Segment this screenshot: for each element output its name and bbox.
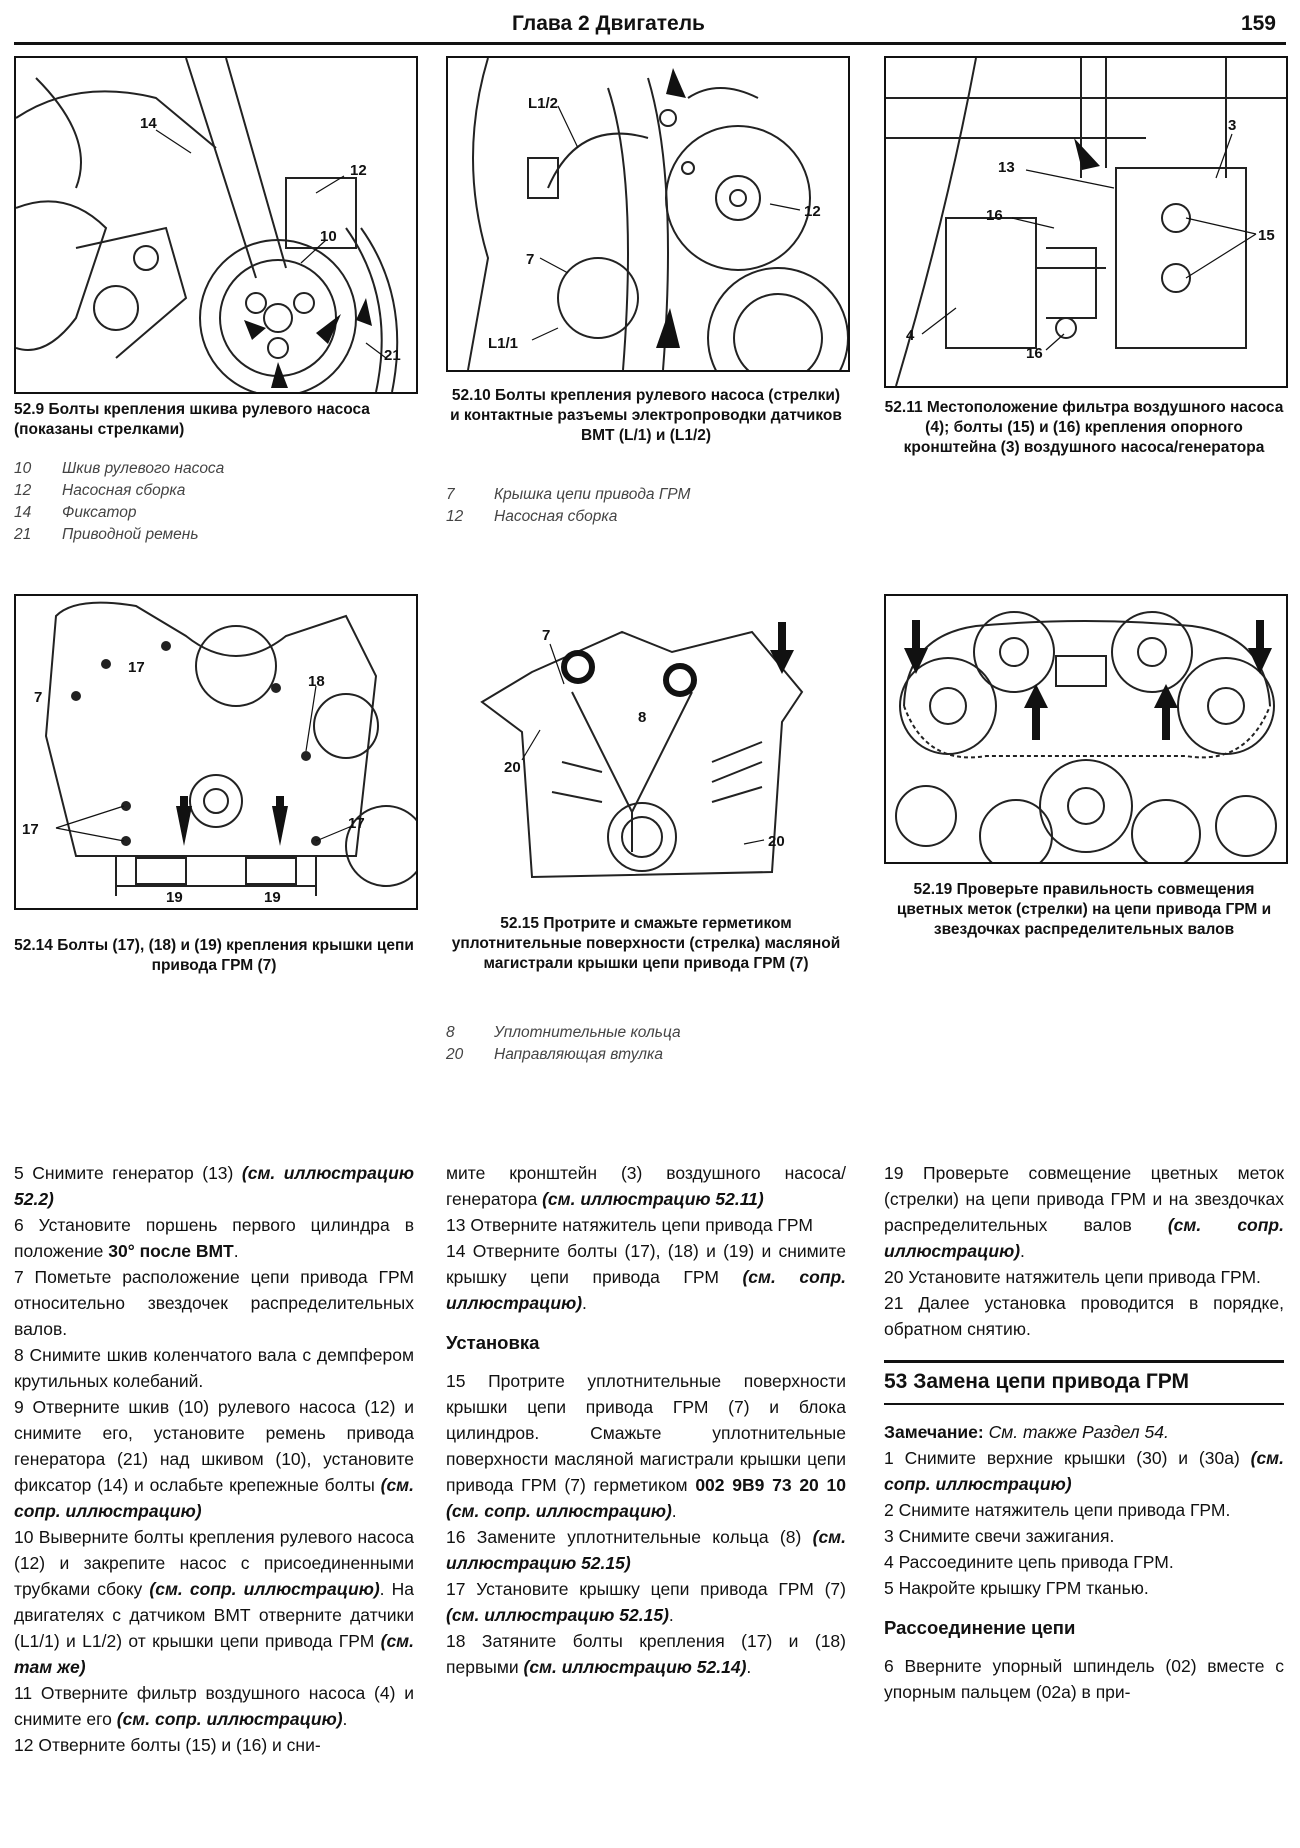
paragraph: 12 Отверните болты (15) и (16) и сни- (14, 1735, 321, 1755)
callout-8: 8 (638, 709, 647, 726)
paragraph: мите кронштейн (3) воздушного насоса/генератора (см. иллюстрацию 52.11) (446, 1163, 846, 1209)
paragraph: 14 Отверните болты (17), (18) и (19) и снимите крышку цепи привода ГРМ (см. сопр. иллюстрацию). (446, 1241, 846, 1313)
legend-row: 10 Шкив рулевого насоса (14, 460, 225, 477)
callout-7: 7 (526, 251, 535, 268)
callout-3: 3 (1228, 117, 1237, 134)
paragraph: 5 Накройте крышку ГРМ тканью. (884, 1578, 1149, 1598)
figure-52-10 (446, 56, 850, 372)
callout-14: 14 (140, 115, 157, 132)
figure-52-10-drawing (448, 58, 848, 370)
subheading-installation: Установка (446, 1332, 540, 1353)
callout-12: 12 (804, 203, 821, 220)
paragraph: 16 Замените уплотнительные кольца (8) (см. иллюстрацию 52.15) (446, 1527, 846, 1573)
text-column-3 (884, 1160, 1284, 1705)
text-column-1 (14, 1160, 414, 1758)
note: Замечание: См. также Раздел 54. (884, 1422, 1169, 1442)
legend-row: 12 Насосная сборка (14, 482, 186, 499)
paragraph: 6 Установите поршень первого цилиндра в положение 30° после ВМТ. (14, 1215, 414, 1261)
legend-row: 14 Фиксатор (14, 504, 137, 521)
callout-20-right: 20 (768, 833, 785, 850)
callout-19-right: 19 (264, 889, 281, 906)
figure-52-11-drawing (886, 58, 1286, 386)
callout-16-top: 16 (986, 207, 1003, 224)
legend-row: 7 Крышка цепи привода ГРМ (446, 486, 691, 503)
callout-17-left: 17 (22, 821, 39, 838)
figure-52-14 (14, 594, 418, 910)
page-number: 159 (1240, 12, 1276, 35)
callout-4: 4 (906, 327, 915, 344)
figure-52-15-drawing (452, 612, 832, 900)
callout-7: 7 (542, 627, 551, 644)
figure-52-15 (452, 612, 832, 900)
callout-18: 18 (308, 673, 325, 690)
caption-52-10: 52.10 Болты крепления рулевого насоса (стрелки) и контактные разъемы электропроводки датчиков ВМТ (L/1) и (L1/2) (450, 387, 842, 444)
paragraph: 13 Отверните натяжитель цепи привода ГРМ (446, 1215, 813, 1235)
legend-row: 20 Направляющая втулка (446, 1046, 663, 1063)
subheading-chain-disconnect: Рассоединение цепи (884, 1617, 1076, 1638)
chapter-title: Глава 2 Двигатель (512, 12, 705, 35)
figure-52-19-drawing (886, 596, 1286, 862)
paragraph: 15 Протрите уплотнительные поверхности крышки цепи привода ГРМ (7) и блока цилиндров. Смажьте уплотнительные поверхности масляной магистрали крышки цепи привода ГРМ (7) герметиком 002 9В9 73 20 10 (см. сопр. иллюстрацию). (446, 1371, 846, 1521)
legend-52-9 (14, 458, 414, 546)
callout-7: 7 (34, 689, 43, 706)
figure-52-19 (884, 594, 1288, 864)
paragraph: 17 Установите крышку цепи привода ГРМ (7) (см. иллюстрацию 52.15). (446, 1579, 846, 1625)
caption-52-11: 52.11 Местоположение фильтра воздушного насоса (4); болты (15) и (16) крепления опорного кронштейна (3) воздушного насоса/генератора (884, 399, 1284, 456)
legend-row: 8 Уплотнительные кольца (446, 1024, 681, 1041)
caption-52-9: 52.9 Болты крепления шкива рулевого насоса (показаны стрелками) (14, 401, 370, 438)
paragraph: 4 Рассоедините цепь привода ГРМ. (884, 1552, 1174, 1572)
figure-52-9-drawing (16, 58, 416, 392)
callout-13: 13 (998, 159, 1015, 176)
figure-52-11 (884, 56, 1288, 388)
legend-row: 12 Насосная сборка (446, 508, 618, 525)
callout-L1-1: L1/1 (488, 335, 519, 352)
paragraph: 19 Проверьте совмещение цветных меток (стрелки) на цепи привода ГРМ и на звездочках распределительных валов (см. сопр. иллюстрацию). (884, 1163, 1284, 1261)
paragraph: 9 Отверните шкив (10) рулевого насоса (12) и снимите его, установите ремень привода генератора (21) над шкивом (10), установите фиксатор (14) и ослабьте крепежные болты (см. сопр. иллюстрацию) (14, 1397, 414, 1521)
figure-52-9 (14, 56, 418, 394)
legend-52-15 (446, 1022, 846, 1066)
callout-L1-2: L1/2 (528, 95, 559, 112)
paragraph: 18 Затяните болты крепления (17) и (18) первыми (см. иллюстрацию 52.14). (446, 1631, 846, 1677)
callout-17-top: 17 (128, 659, 145, 676)
paragraph: 3 Снимите свечи зажигания. (884, 1526, 1115, 1546)
callout-19-left: 19 (166, 889, 183, 906)
legend-52-10 (446, 484, 846, 528)
caption-52-19: 52.19 Проверьте правильность совмещения цветных меток (стрелки) на цепи привода ГРМ и звездочках распределительных валов (896, 881, 1272, 938)
paragraph: 7 Пометьте расположение цепи привода ГРМ относительно звездочек распределительных валов. (14, 1267, 414, 1339)
callout-16-bottom: 16 (1026, 345, 1043, 362)
paragraph: 10 Выверните болты крепления рулевого насоса (12) и закрепите насос с присоединенными трубками сбоку (см. сопр. иллюстрацию). На двигателях с датчиком ВМТ отверните датчики (L1/1) и L1/2) от крышки цепи привода ГРМ (см. там же) (14, 1527, 414, 1677)
paragraph: 2 Снимите натяжитель цепи привода ГРМ. (884, 1500, 1231, 1520)
paragraph: 8 Снимите шкив коленчатого вала с демпфером крутильных колебаний. (14, 1345, 414, 1391)
paragraph: 11 Отверните фильтр воздушного насоса (4) и снимите его (см. сопр. иллюстрацию). (14, 1683, 414, 1729)
callout-12: 12 (350, 162, 367, 179)
page-header (14, 8, 1286, 45)
paragraph: 1 Снимите верхние крышки (30) и (30а) (см. сопр. иллюстрацию) (884, 1448, 1284, 1494)
callout-20-left: 20 (504, 759, 521, 776)
section-heading-53: 53 Замена цепи привода ГРМ (884, 1360, 1284, 1405)
paragraph: 21 Далее установка проводится в порядке, обратном снятию. (884, 1293, 1284, 1339)
figure-52-14-drawing (16, 596, 416, 908)
text-column-2 (446, 1160, 846, 1680)
caption-52-14: 52.14 Болты (17), (18) и (19) крепления крышки цепи привода ГРМ (7) (14, 937, 414, 974)
callout-17-right: 17 (348, 815, 365, 832)
callout-10: 10 (320, 228, 337, 245)
legend-row: 21 Приводной ремень (14, 526, 199, 543)
paragraph: 5 Снимите генератор (13) (см. иллюстрацию 52.2) (14, 1163, 415, 1209)
paragraph: 6 Вверните упорный шпиндель (02) вместе с упорным пальцем (02а) в при- (884, 1656, 1284, 1702)
callout-15: 15 (1258, 227, 1275, 244)
callout-21: 21 (384, 347, 401, 364)
caption-52-15: 52.15 Протрите и смажьте герметиком уплотнительные поверхности (стрелка) масляной магистрали крышки цепи привода ГРМ (7) (451, 915, 841, 972)
paragraph: 20 Установите натяжитель цепи привода ГРМ. (884, 1267, 1261, 1287)
